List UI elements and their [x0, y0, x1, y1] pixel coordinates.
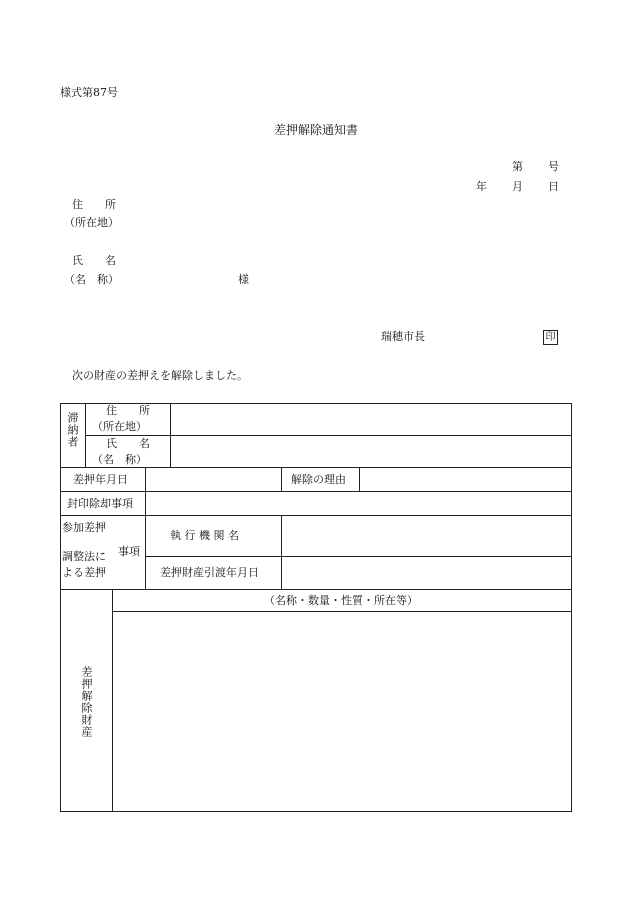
date-day: 日	[548, 180, 559, 193]
issuer-name: 瑞穂市長	[381, 330, 425, 343]
document-title: 差押解除通知書	[274, 123, 359, 137]
table-location-label: （所在地）	[92, 420, 147, 433]
property-details-header: （名称・数量・性質・所在等）	[264, 594, 418, 607]
table-address-label: 住 所	[106, 404, 150, 417]
addressee-honorific: 様	[238, 273, 249, 286]
official-seal-mark: 印	[543, 330, 558, 345]
addressee-location-label: （所在地）	[64, 216, 119, 229]
matters-label: 事項	[118, 545, 140, 558]
form-number: 様式第87号	[60, 86, 118, 99]
statement-text: 次の財産の差押えを解除しました。	[72, 369, 248, 382]
coordination-label-line1: 調整法に	[62, 550, 106, 563]
release-reason-label: 解除の理由	[291, 473, 346, 486]
table-title-label: （名 称）	[92, 453, 147, 466]
taxpayer-label: 滞納者	[66, 412, 79, 448]
executing-agency-label: 執 行 機 関 名	[170, 529, 239, 542]
table-name-label: 氏 名	[106, 437, 150, 450]
date-month: 月	[512, 180, 523, 193]
addressee-name-label: 氏 名	[72, 254, 116, 267]
addressee-address-label: 住 所	[72, 198, 116, 211]
seal-removal-label: 封印除却事項	[67, 497, 133, 510]
transfer-date-label: 差押財産引渡年月日	[160, 566, 259, 579]
seizure-date-label: 差押年月日	[73, 473, 128, 486]
doc-number-dai: 第	[512, 160, 523, 173]
date-year: 年	[476, 180, 487, 193]
coordination-label-line2: よる差押	[62, 566, 106, 579]
doc-number-go: 号	[548, 160, 559, 173]
released-property-label: 差押解除財産	[80, 666, 93, 738]
participation-seizure-label: 参加差押	[62, 521, 106, 534]
addressee-title-label: （名 称）	[64, 273, 119, 286]
